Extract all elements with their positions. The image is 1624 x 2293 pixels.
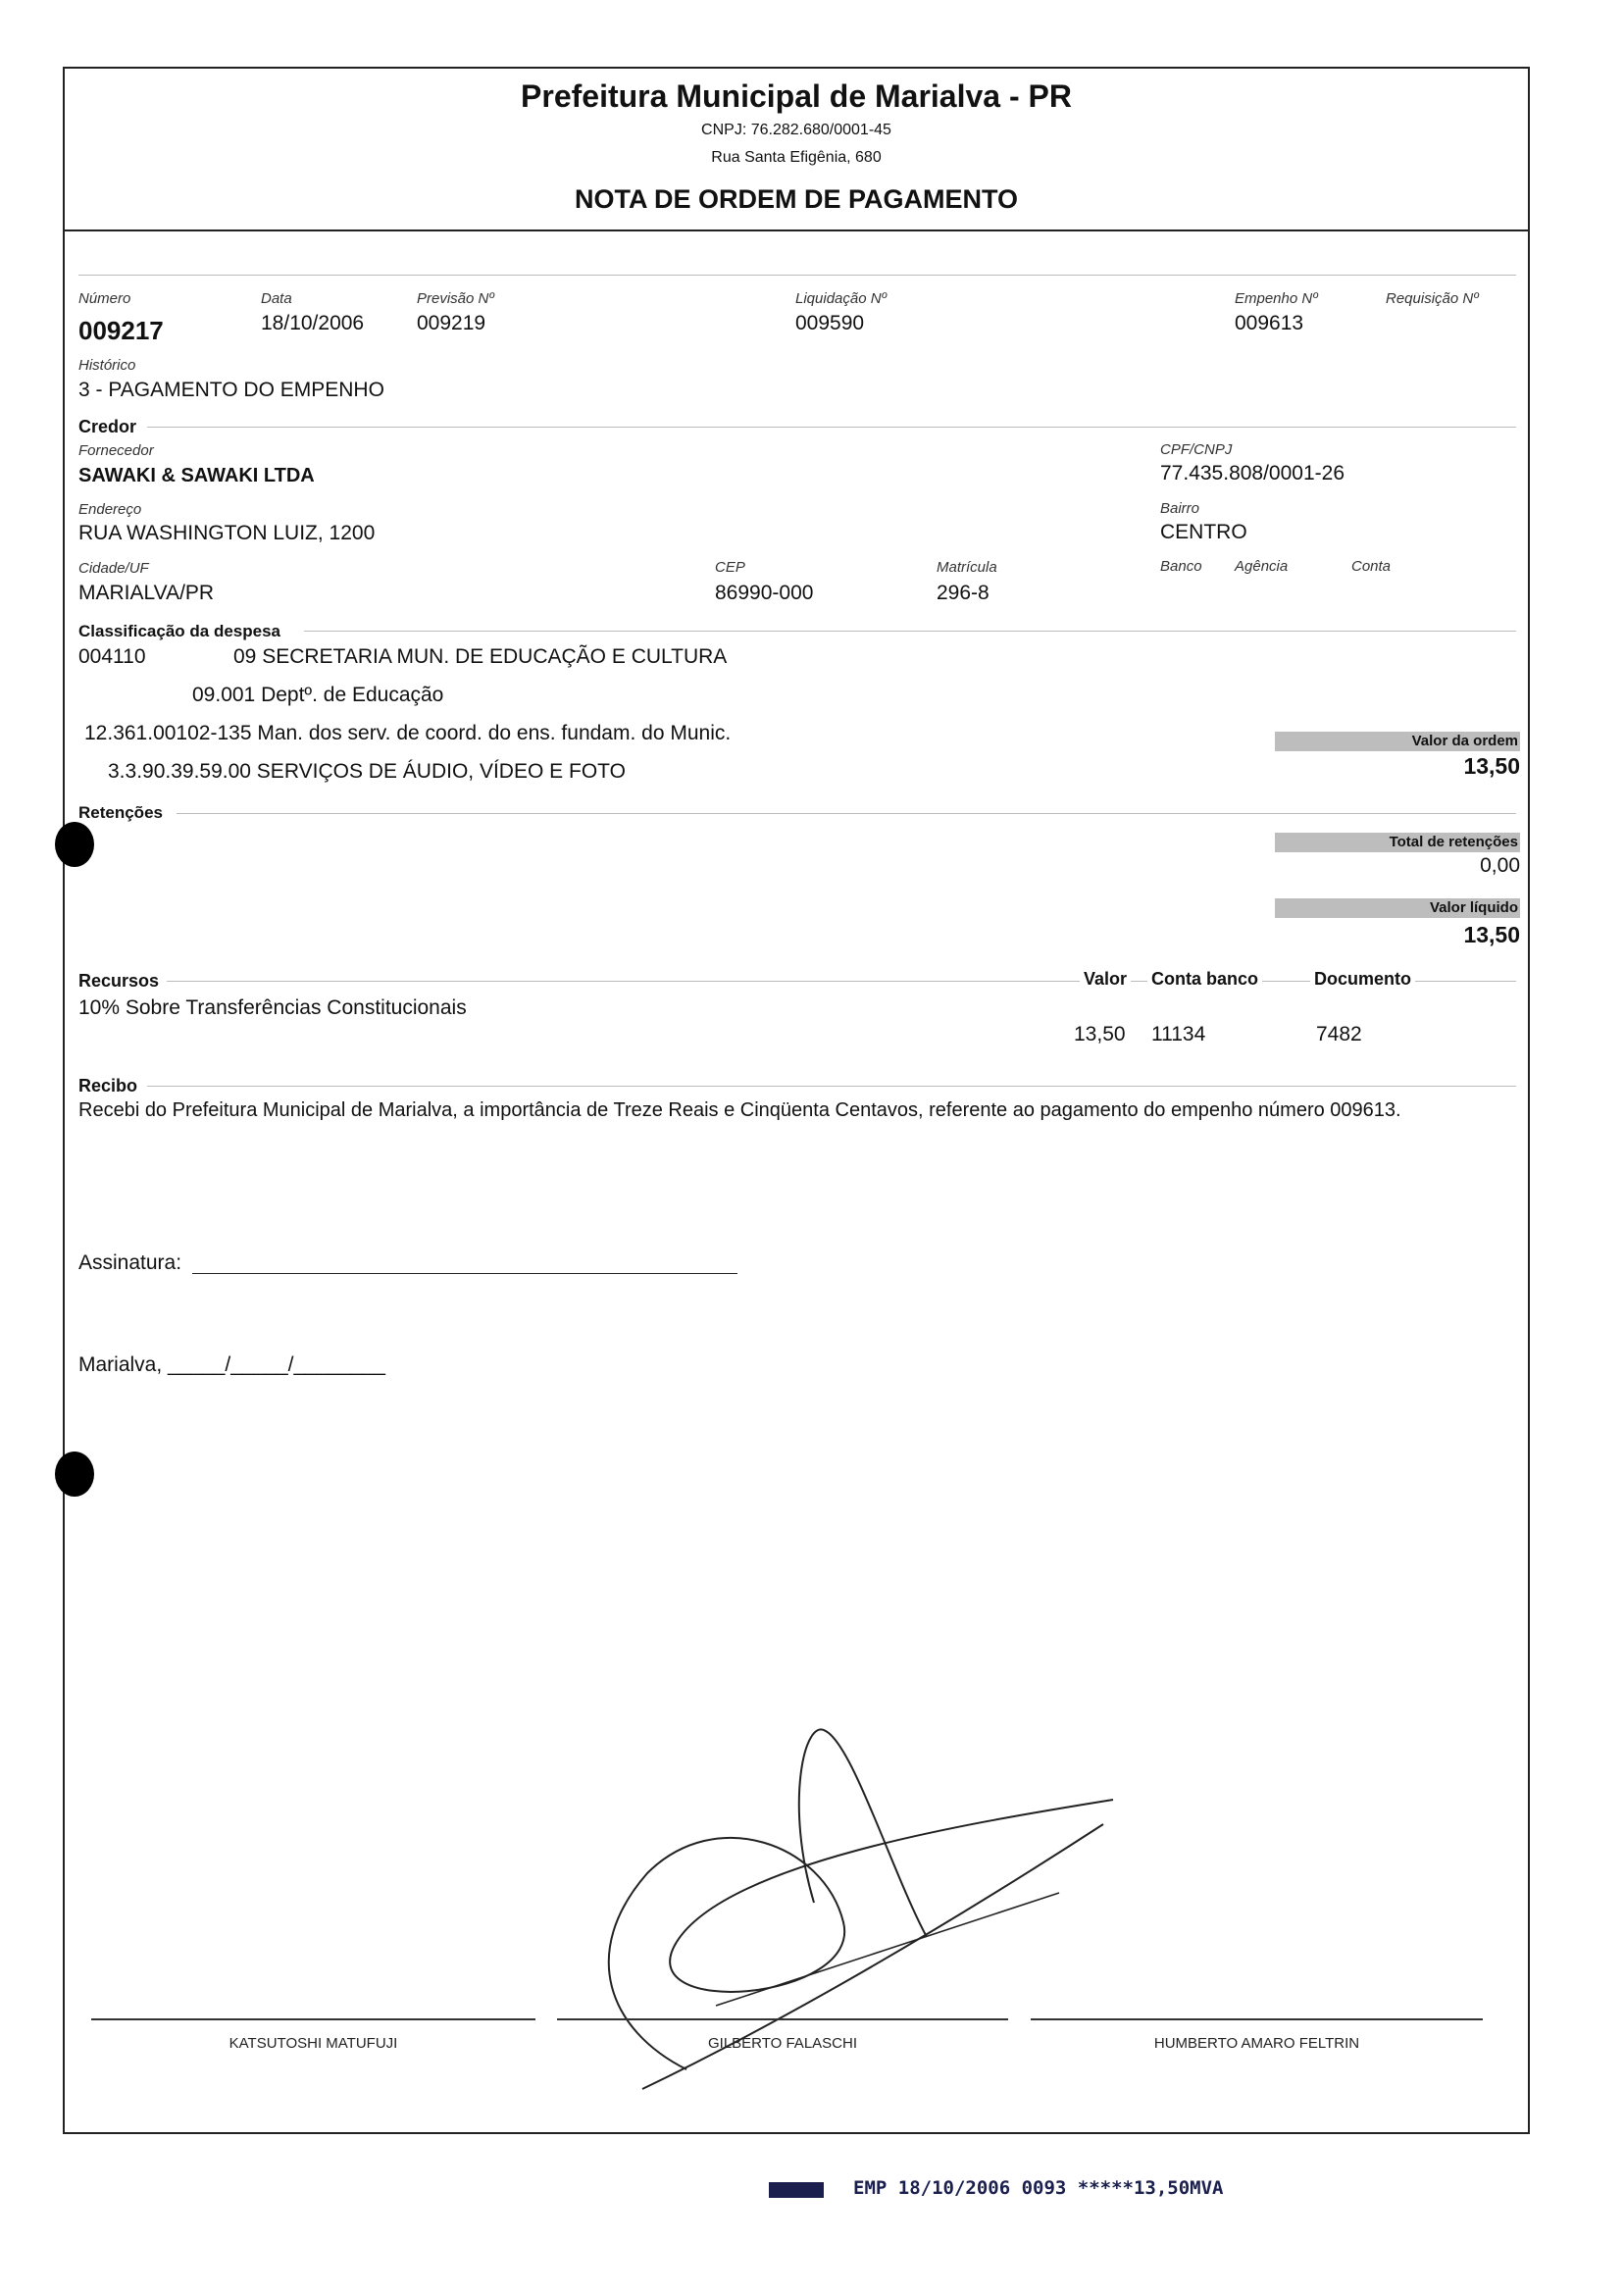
requisicao-label: Requisição Nº	[1386, 290, 1479, 307]
data-label: Data	[261, 290, 292, 307]
classificacao-section: Classificação da despesa	[78, 622, 281, 640]
recursos-valor: 13,50	[1074, 1023, 1126, 1045]
assinatura-label: Assinatura:	[78, 1251, 182, 1274]
header-divider	[63, 229, 1530, 231]
recursos-documento: 7482	[1316, 1023, 1362, 1045]
endereco-value: RUA WASHINGTON LUIZ, 1200	[78, 522, 376, 544]
liquidacao-label: Liquidação Nº	[795, 290, 888, 307]
numero-value: 009217	[78, 316, 164, 345]
cpf-value: 77.435.808/0001-26	[1160, 462, 1345, 484]
previsao-label: Previsão Nº	[417, 290, 494, 307]
valor-liquido-value: 13,50	[1463, 922, 1520, 947]
signature-name-2: GILBERTO FALASCHI	[708, 2035, 857, 2052]
historico-label: Histórico	[78, 357, 136, 374]
org-cnpj: CNPJ: 76.282.680/0001-45	[701, 122, 891, 138]
cidade-label: Cidade/UF	[78, 560, 149, 577]
banco-label: Banco	[1160, 558, 1202, 575]
cep-label: CEP	[715, 559, 745, 576]
signature-line-1	[91, 2018, 535, 2020]
signature-line-2	[557, 2018, 1008, 2020]
classificacao-line1: 09 SECRETARIA MUN. DE EDUCAÇÃO E CULTURA	[233, 645, 728, 668]
signature-line-3	[1031, 2018, 1483, 2020]
valor-ordem-label: Valor da ordem	[1275, 732, 1520, 751]
credor-section: Credor	[78, 417, 137, 436]
historico-value: 3 - PAGAMENTO DO EMPENHO	[78, 379, 384, 401]
valor-liquido-label: Valor líquido	[1275, 898, 1520, 918]
numero-label: Número	[78, 290, 131, 307]
empenho-label: Empenho Nº	[1235, 290, 1318, 307]
local-data: Marialva, _____/_____/________	[78, 1353, 385, 1376]
fornecedor-value: SAWAKI & SAWAKI LTDA	[78, 465, 315, 486]
valor-ordem-value: 13,50	[1463, 753, 1520, 779]
bairro-label: Bairro	[1160, 500, 1200, 517]
classificacao-line3: 12.361.00102-135 Man. dos serv. de coord. do ens. fundam. do Munic.	[84, 722, 732, 744]
matricula-value: 296-8	[937, 582, 990, 604]
empenho-value: 009613	[1235, 312, 1304, 334]
agencia-label: Agência	[1235, 558, 1289, 575]
classificacao-divider	[304, 631, 1516, 632]
recursos-conta-label: Conta banco	[1147, 969, 1262, 990]
recibo-divider	[147, 1086, 1516, 1087]
recibo-text: Recebi do Prefeitura Municipal de Marialva, a importância de Treze Reais e Cinqüenta Centavos, referente ao pagamento do empenho número 009613.	[78, 1099, 1401, 1121]
bairro-value: CENTRO	[1160, 521, 1247, 543]
cidade-value: MARIALVA/PR	[78, 582, 215, 604]
org-address: Rua Santa Efigênia, 680	[711, 149, 882, 166]
total-retencoes-label: Total de retenções	[1275, 833, 1520, 852]
classificacao-line2: 09.001 Deptº. de Educação	[192, 684, 444, 706]
punch-hole-top	[55, 822, 94, 867]
matricula-label: Matrícula	[937, 559, 997, 576]
cep-value: 86990-000	[715, 582, 814, 604]
conta-label: Conta	[1351, 558, 1392, 575]
recursos-descricao: 10% Sobre Transferências Constitucionais	[78, 996, 467, 1019]
punch-hole-bottom	[55, 1452, 94, 1497]
recursos-valor-label: Valor	[1080, 969, 1131, 990]
credor-divider	[147, 427, 1516, 428]
ids-divider	[78, 275, 1516, 276]
data-value: 18/10/2006	[261, 312, 365, 334]
doc-title: NOTA DE ORDEM DE PAGAMENTO	[574, 184, 1018, 214]
retencoes-divider	[177, 813, 1516, 814]
retencoes-section: Retenções	[78, 803, 163, 822]
recursos-documento-label: Documento	[1310, 969, 1415, 990]
cpf-label: CPF/CNPJ	[1160, 441, 1233, 458]
recursos-conta: 11134	[1151, 1023, 1206, 1045]
total-retencoes-value: 0,00	[1480, 854, 1520, 877]
classificacao-code: 004110	[78, 645, 146, 668]
bank-stamp: EMP 18/10/2006 0093 *****13,50MVA	[853, 2177, 1224, 2199]
recursos-section: Recursos	[78, 971, 160, 991]
classificacao-line4: 3.3.90.39.59.00 SERVIÇOS DE ÁUDIO, VÍDEO E FOTO	[108, 760, 626, 783]
signature-name-1: KATSUTOSHI MATUFUJI	[228, 2035, 398, 2052]
previsao-value: 009219	[417, 312, 486, 334]
recibo-section: Recibo	[78, 1076, 138, 1096]
fornecedor-label: Fornecedor	[78, 442, 154, 459]
org-title: Prefeitura Municipal de Marialva - PR	[521, 78, 1072, 114]
bank-logo-icon	[769, 2182, 824, 2198]
signature-name-3: HUMBERTO AMARO FELTRIN	[1153, 2035, 1360, 2052]
endereco-label: Endereço	[78, 501, 142, 518]
assinatura-line[interactable]	[192, 1273, 737, 1274]
liquidacao-value: 009590	[795, 312, 865, 334]
